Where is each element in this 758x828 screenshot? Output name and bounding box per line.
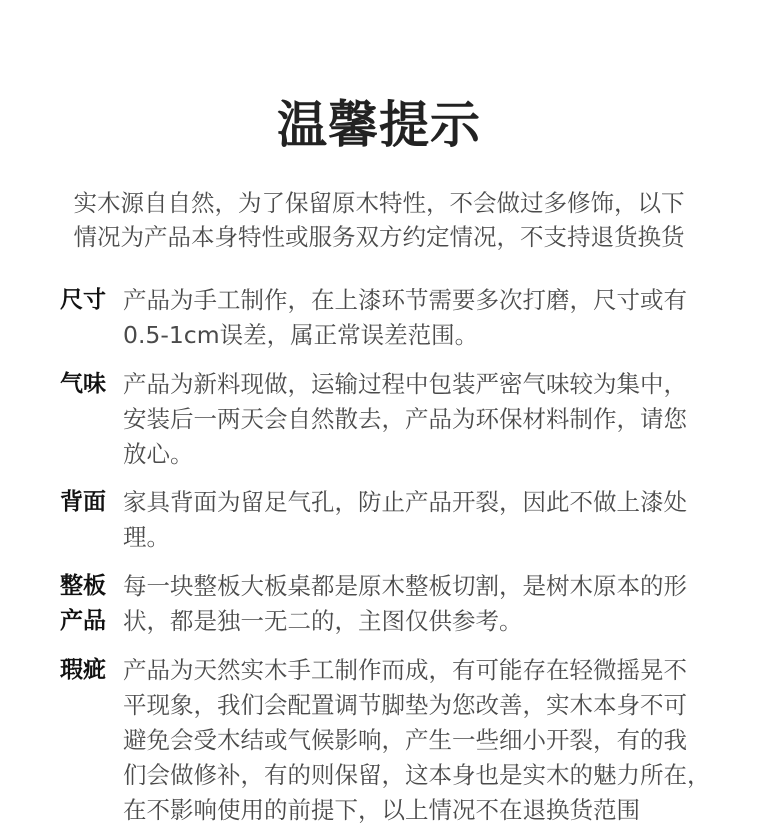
label-line: 背面 <box>60 489 106 515</box>
section-body <box>123 367 743 472</box>
intro-line: 实木源自自然，为了保留原木特性，不会做过多修饰，以下 <box>73 189 685 217</box>
body-line: 每一块整板大板桌都是原木整板切割，是树木原本的形 <box>123 572 687 600</box>
section-body <box>123 653 743 828</box>
body-line: 产品为新料现做，运输过程中包装严密气味较为集中， <box>123 370 687 398</box>
section-label <box>60 283 116 318</box>
section-label <box>60 485 116 520</box>
intro-text <box>0 186 758 254</box>
label-line: 尺寸 <box>60 287 106 313</box>
section-label <box>60 569 116 639</box>
label-line: 瑕疵 <box>60 657 106 683</box>
body-line: 产品为手工制作，在上漆环节需要多次打磨，尺寸或有 <box>123 286 687 314</box>
section-body <box>123 485 743 555</box>
body-line: 产品为天然实木手工制作而成，有可能存在轻微摇晃不 <box>123 656 687 684</box>
page-title: 温馨提示 <box>277 96 481 154</box>
body-line: 避免会受木结或气候影响，产生一些细小开裂，有的我 <box>123 726 687 754</box>
intro-line: 情况为产品本身特性或服务双方约定情况，不支持退货换货 <box>73 223 685 251</box>
label-line: 产品 <box>60 608 106 634</box>
body-line: 0.5-1cm误差，属正常误差范围。 <box>123 321 479 349</box>
body-line: 们会做修补，有的则保留，这本身也是实木的魅力所在， <box>123 761 711 789</box>
body-line: 家具背面为留足气孔，防止产品开裂，因此不做上漆处 <box>123 488 687 516</box>
section-label <box>60 367 116 402</box>
section-label <box>60 653 116 688</box>
body-line: 理。 <box>123 523 170 551</box>
label-line: 整板 <box>60 573 106 599</box>
body-line: 平现象，我们会配置调节脚垫为您改善，实木本身不可 <box>123 691 687 719</box>
section-body <box>123 569 743 639</box>
body-line: 安装后一两天会自然散去，产品为环保材料制作，请您 <box>123 405 687 433</box>
body-line: 状，都是独一无二的，主图仅供参考。 <box>123 607 523 635</box>
body-line: 放心。 <box>123 440 194 468</box>
body-line: 在不影响使用的前提下，以上情况不在退换货范围 <box>123 796 640 824</box>
label-line: 气味 <box>60 371 106 397</box>
section-body <box>123 283 743 353</box>
